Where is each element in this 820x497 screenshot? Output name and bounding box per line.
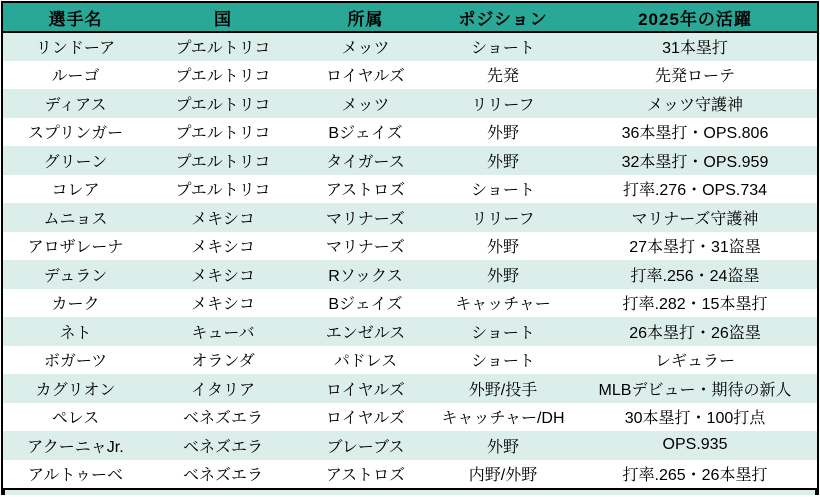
table-cell: マリナーズ <box>326 239 405 257</box>
table-row <box>3 146 817 175</box>
table-cell: ブレーブス <box>326 438 405 456</box>
table-cell: メキシコ <box>191 239 255 257</box>
header-cell-4: 2025年の活躍 <box>573 3 817 32</box>
table-row <box>3 289 817 318</box>
table-cell: アロザレーナ <box>27 239 124 257</box>
header-row <box>3 3 817 32</box>
table-cell: 打率.256・24盗塁 <box>630 267 760 285</box>
table-cell: カグリオン <box>35 381 116 399</box>
table-cell: ネト <box>59 324 92 342</box>
table-cell: リリーフ <box>471 96 535 114</box>
table-cell: マリナーズ <box>326 210 405 228</box>
table-row <box>3 431 817 460</box>
table-cell: プエルトリコ <box>175 125 271 143</box>
table-cell: ショート <box>471 324 535 342</box>
table-cell: MLBデビュー・期待の新人 <box>598 381 792 399</box>
table-cell: メキシコ <box>191 210 255 228</box>
table-cell: アストロズ <box>325 182 406 200</box>
table-cell: 外野 <box>486 267 519 285</box>
table-cell: 外野 <box>486 438 519 456</box>
table-cell: 打率.276・OPS.734 <box>622 182 768 200</box>
table-row <box>3 32 817 61</box>
table-cell: プエルトリコ <box>175 40 271 58</box>
table-cell: ベネズエラ <box>182 410 263 428</box>
header-cell-0: 選手名 <box>3 3 148 32</box>
table-cell: ペレス <box>51 410 100 428</box>
table-header <box>3 3 817 32</box>
table-cell: ムニョス <box>43 210 108 228</box>
table-cell: ロイヤルズ <box>326 68 405 86</box>
table-row <box>3 118 817 147</box>
table-row <box>3 175 817 204</box>
table-row <box>3 89 817 118</box>
table-cell: 26本塁打・26盗塁 <box>629 324 761 342</box>
header-cell-1: 国 <box>148 3 298 32</box>
table-cell: ロイヤルズ <box>326 410 405 428</box>
table-cell: 31本塁打 <box>662 40 728 58</box>
table-row <box>3 260 817 289</box>
table-cell: ルーゴ <box>51 68 100 86</box>
table-cell: 打率.265・26本塁打 <box>622 467 768 485</box>
table-cell: ショート <box>471 353 535 371</box>
table-row <box>3 61 817 90</box>
table-cell: メッツ <box>341 96 390 114</box>
table-cell: 外野 <box>486 239 519 257</box>
table-cell: デュラン <box>43 267 108 285</box>
table-cell: 先発ローテ <box>654 68 735 86</box>
table-cell: タイガース <box>326 153 405 171</box>
table-cell: 先発 <box>486 68 519 86</box>
table-cell: スプリンガー <box>27 125 124 143</box>
table-cell: 30本塁打・100打点 <box>624 410 766 428</box>
table-cell: オランダ <box>191 353 255 371</box>
players-table-frame <box>1 1 819 495</box>
cutoff-next-row-sliver <box>3 490 817 495</box>
table-cell: アストロズ <box>325 467 406 485</box>
table-cell: 内野/外野 <box>468 467 538 485</box>
table-cell: メキシコ <box>191 267 255 285</box>
table-row <box>3 403 817 432</box>
table-cell: Bジェイズ <box>328 125 403 143</box>
table-cell: 27本塁打・31盗塁 <box>629 239 761 257</box>
table-cell: リリーフ <box>471 210 535 228</box>
table-cell: 外野/投手 <box>468 381 538 399</box>
table-row <box>3 203 817 232</box>
table-cell: ベネズエラ <box>182 467 263 485</box>
table-cell: プエルトリコ <box>175 182 271 200</box>
table-cell: Rソックス <box>328 267 403 285</box>
table-cell: 36本塁打・OPS.806 <box>621 125 769 143</box>
table-cell: パドレス <box>333 353 398 371</box>
table-cell: 打率.282・15本塁打 <box>622 296 768 314</box>
table-cell: ボガーツ <box>43 353 108 371</box>
table-cell: メッツ <box>341 40 390 58</box>
table-cell: プエルトリコ <box>175 96 271 114</box>
table-cell: マリナーズ守護神 <box>631 210 759 228</box>
table-cell: Bジェイズ <box>328 296 403 314</box>
table-cell: レギュラー <box>654 353 735 371</box>
table-cell: イタリア <box>190 381 255 399</box>
header-cell-3: ポジション <box>433 3 573 32</box>
table-cell: 32本塁打・OPS.959 <box>621 153 769 171</box>
table-cell: ディアス <box>44 96 107 114</box>
table-cell: カーク <box>51 296 100 314</box>
table-cell: OPS.935 <box>662 436 728 454</box>
table-cell: ショート <box>471 40 535 58</box>
table-cell: エンゼルス <box>325 324 406 342</box>
players-table <box>3 3 817 488</box>
table-row <box>3 346 817 375</box>
table-cell: アルトゥーベ <box>28 467 123 485</box>
table-body <box>3 32 817 488</box>
table-cell: ロイヤルズ <box>326 381 405 399</box>
table-row <box>3 460 817 489</box>
table-cell: ベネズエラ <box>182 438 263 456</box>
table-cell: キャッチャー/DH <box>441 410 565 428</box>
table-cell: コレア <box>51 182 100 200</box>
table-cell: 外野 <box>486 153 519 171</box>
table-cell: キャッチャー <box>455 296 551 314</box>
table-row <box>3 317 817 346</box>
table-cell: プエルトリコ <box>175 153 271 171</box>
table-row <box>3 374 817 403</box>
table-cell: キューバ <box>191 324 255 342</box>
table-cell: グリーン <box>43 153 108 171</box>
table-cell: メキシコ <box>191 296 255 314</box>
table-cell: アクーニャJr. <box>27 438 124 456</box>
table-row <box>3 232 817 261</box>
table-cell: メッツ守護神 <box>646 96 743 114</box>
header-cell-2: 所属 <box>298 3 433 32</box>
table-cell: 外野 <box>486 125 519 143</box>
table-cell: ショート <box>471 182 535 200</box>
table-cell: プエルトリコ <box>175 68 271 86</box>
table-cell: リンドーア <box>35 40 116 58</box>
